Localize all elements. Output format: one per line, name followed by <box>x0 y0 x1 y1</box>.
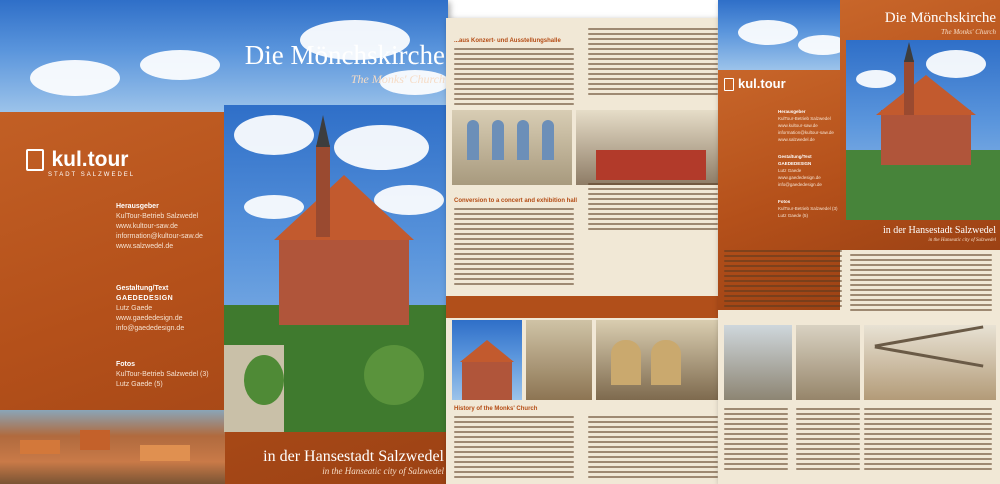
right-spread-panel <box>718 0 1000 484</box>
right-cover-title: Die Mönchskirche <box>884 10 996 26</box>
cover-subtitle: The Monks' Church <box>350 72 445 86</box>
text-column <box>454 416 574 481</box>
interior-photo-3 <box>526 320 592 400</box>
inner-orange-band <box>446 296 730 318</box>
text-column <box>454 208 574 288</box>
design-line: www.gaededesign.de <box>116 315 183 322</box>
photos-line: Lutz Gaede (5) <box>116 381 163 388</box>
right-church-photo <box>846 40 1000 220</box>
text-column <box>850 254 992 314</box>
publisher-heading: Herausgeber <box>778 109 806 114</box>
logo-icon <box>26 149 44 171</box>
publisher-line: www.kultour-saw.de <box>116 223 178 230</box>
brand-logo <box>26 148 135 178</box>
design-company: GAEDEDESIGN <box>116 295 174 302</box>
publisher-heading: Herausgeber <box>116 203 159 210</box>
text-column <box>724 250 842 310</box>
section-heading-2: Conversion to a concert and exhibition hall <box>454 198 578 204</box>
design-line: Lutz Gaede <box>778 168 802 173</box>
cover-footer-title: in der Hansestadt Salzwedel <box>263 448 444 465</box>
section-heading-1: ...aus Konzert- und Ausstellungshalle <box>454 38 561 44</box>
design-line: Lutz Gaede <box>116 305 153 312</box>
logo-subtext: STADT SALZWEDEL <box>48 172 136 178</box>
interior-photo-4 <box>596 320 726 400</box>
right-cover-footer-subtitle: in the Hanseatic city of Salzwedel <box>928 238 996 243</box>
photos-heading: Fotos <box>116 361 136 368</box>
publisher-line: information@kultour-saw.de <box>778 130 834 135</box>
publisher-line: information@kultour-saw.de <box>116 233 203 240</box>
cover-title: Die Mönchskirche <box>244 40 445 70</box>
text-column <box>864 408 992 473</box>
logo-icon <box>724 78 734 91</box>
right-top-sky-photo <box>718 0 858 70</box>
photos-heading: Fotos <box>778 199 791 204</box>
logo-text: kul.tour <box>51 148 129 171</box>
design-line: www.gaededesign.de <box>778 175 821 180</box>
church-exterior-photo <box>452 320 522 400</box>
publisher-line: www.kultour-saw.de <box>778 123 818 128</box>
logo-text: kul.tour <box>738 76 786 91</box>
design-line: info@gaededesign.de <box>116 325 185 332</box>
design-heading: Gestaltung/Text <box>778 154 812 159</box>
text-column <box>588 183 718 233</box>
publisher-line: KulTour-Betrieb Salzwedel <box>116 213 199 220</box>
interior-photo-2 <box>576 110 726 185</box>
right-cover-panel <box>840 0 1000 250</box>
text-column <box>588 416 718 481</box>
design-heading: Gestaltung/Text <box>116 285 169 292</box>
publisher-line: KulTour-Betrieb Salzwedel <box>778 116 831 121</box>
design-company: GAEDEDESIGN <box>778 161 812 166</box>
text-column <box>796 408 860 473</box>
right-cover-subtitle: The Monks' Church <box>941 28 996 36</box>
right-cover-footer-title: in der Hansestadt Salzwedel <box>882 225 996 236</box>
interior-photo-5 <box>724 325 792 400</box>
cover-panel <box>0 0 448 484</box>
section-heading-3: History of the Monks' Church <box>454 406 538 412</box>
photos-line: KulTour-Betrieb Salzwedel (3) <box>778 206 838 211</box>
publisher-line: www.salzwedel.de <box>778 137 815 142</box>
town-aerial-photo <box>0 410 225 484</box>
inner-spread-panel <box>446 18 730 484</box>
text-column <box>724 408 788 473</box>
design-line: info@gaededesign.de <box>778 182 822 187</box>
text-column <box>454 48 574 108</box>
church-main-photo <box>224 105 448 432</box>
interior-photo-1 <box>452 110 572 185</box>
text-column <box>588 28 718 98</box>
interior-photo-7 <box>864 325 996 400</box>
publisher-line: www.salzwedel.de <box>116 243 174 250</box>
credits-block <box>116 202 226 390</box>
interior-photo-6 <box>796 325 860 400</box>
photos-line: KulTour-Betrieb Salzwedel (3) <box>116 371 209 378</box>
photos-line: Lutz Gaede (5) <box>778 213 809 218</box>
cover-footer-subtitle: in the Hanseatic city of Salzwedel <box>322 466 444 476</box>
